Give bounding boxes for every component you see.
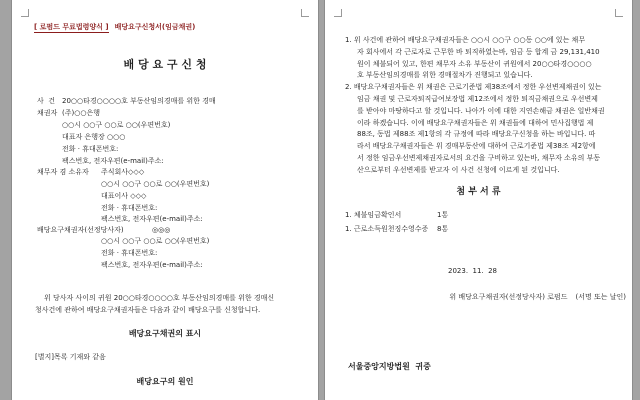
cause-item-1-line: 1. 위 사건에 관하여 배당요구채권자들은 ○○시 ○○구 ○○동 ○○에 있는 채무 bbox=[345, 36, 586, 44]
sign-note: (서명 또는 날인) bbox=[575, 293, 626, 301]
cause-item-2-line: 서 정한 임금우선변제채권자로서의 요건을 구비하고 있는바, 채무자 소유의 부동 bbox=[357, 154, 601, 162]
cause-item-2-line: 라서 배당요구채권자들은 위 경매부동산에 대하여 근로기준법 제38조 제2항에 bbox=[357, 142, 596, 150]
claimant-address: ○○시 ○○구 ○○로 ○○(우편번호) bbox=[101, 237, 210, 245]
claim-section-title: 배당요구채권의 표시 bbox=[128, 329, 202, 338]
signer-name: 위 배당요구채권자(선정당사자) 로펌드 bbox=[449, 293, 568, 301]
document-page-1[interactable] bbox=[12, 0, 318, 400]
claimant-phone: 전화 · 휴대폰번호: bbox=[101, 249, 158, 257]
creditor-address: ○○시 ○○구 ○○로 ○○(우편번호) bbox=[62, 121, 171, 129]
creditor-representative: 대표자 은행장 ○○○ bbox=[62, 133, 126, 141]
attachment-count: 8통 bbox=[437, 225, 449, 233]
attachment-count: 1통 bbox=[437, 211, 449, 219]
debtor-address: ○○시 ○○구 ○○로 ○○(우편번호) bbox=[101, 180, 210, 188]
claimant-name: ◎◎◎ bbox=[152, 226, 171, 234]
cause-item-1-line: 자 회사에서 각 근로자로 근무한 바 퇴직하였는바, 임금 등 합계 금 29,131,410 bbox=[357, 48, 600, 56]
debtor-phone: 전화 · 휴대폰번호: bbox=[101, 204, 158, 212]
debtor-fax-email: 팩스번호, 전자우편(e-mail)주소: bbox=[101, 215, 203, 223]
debtor-label: 채무자 겸 소유자 bbox=[37, 168, 89, 176]
cause-item-2-line: 임금 채권 및 근로자퇴직급여보장법 제12조에서 정한 퇴직금채권으로 우선변제 bbox=[357, 95, 598, 103]
court-addressee: 서울중앙지방법원 귀중 bbox=[348, 362, 431, 371]
case-label: 사 건 bbox=[37, 97, 55, 105]
debtor-name: 주식회사◇◇◇ bbox=[101, 168, 145, 176]
cause-item-2-line: 산으로부터 우선변제를 받고자 이 사건 신청에 이르게 된 것입니다. bbox=[357, 166, 560, 174]
cause-section-title: 배당요구의 원인 bbox=[136, 377, 194, 386]
form-header bbox=[34, 22, 195, 33]
cause-item-1-line: 원이 체불되어 있고, 한편 채무자 소유 부동산이 귀원에서 20○○타경○○○○ bbox=[357, 60, 592, 68]
cause-item-2-line: 88조, 동법 제88조 제1항의 각 규정에 따라 배당요구신청을 하는 바입니다. 따 bbox=[357, 130, 596, 138]
cause-item-2-line: 2. 배당요구채권자들은 위 채권은 근로기준법 제38조에서 정한 우선변제채권이 있는 bbox=[345, 83, 602, 91]
corner-mark bbox=[21, 9, 29, 17]
signature-line bbox=[449, 292, 626, 302]
request-paragraph-line: 청사건에 관하여 배당요구채권자들은 다음과 같이 배당요구를 신청합니다. bbox=[35, 306, 261, 314]
claim-note: [별지]목록 기재와 같음 bbox=[35, 353, 106, 361]
claimant-label: 배당요구채권자(선정당사자) bbox=[37, 226, 124, 234]
filing-date: 2023. 11. 28 bbox=[448, 267, 497, 275]
creditor-name: (주)○○은행 bbox=[62, 109, 100, 117]
request-paragraph-line: 위 당사자 사이의 귀원 20○○타경○○○○호 부동산임의경매를 위한 경매신 bbox=[44, 294, 275, 302]
corner-mark bbox=[615, 9, 623, 17]
creditor-fax-email: 팩스번호, 전자우편(e-mail)주소: bbox=[62, 157, 164, 165]
debtor-representative: 대표이사 ◇◇◇ bbox=[101, 192, 147, 200]
cause-item-2-line: 를 받아야 마땅하다고 할 것입니다. 나아가 이에 대한 지연손해금 채권은 일반채권 bbox=[357, 107, 605, 115]
corner-mark bbox=[334, 9, 342, 17]
document-title: 배 당 요 구 신 청 bbox=[123, 58, 207, 71]
form-document-name: 배당요구신청서(임금채권) bbox=[114, 23, 196, 31]
corner-mark bbox=[301, 9, 309, 17]
attachment-name: 1. 근로소득원천징수영수증 bbox=[345, 225, 429, 233]
claimant-fax-email: 팩스번호, 전자우편(e-mail)주소: bbox=[101, 261, 203, 269]
document-page-2[interactable] bbox=[325, 0, 632, 400]
creditor-phone: 전화 · 휴대폰번호: bbox=[62, 145, 119, 153]
cause-item-1-line: 호 부동산임의경매를 위한 경매절차가 진행되고 있습니다. bbox=[357, 71, 533, 79]
form-source-tag: [ 로펌드 무료법령양식 ] bbox=[34, 23, 109, 31]
creditor-label: 채권자 bbox=[37, 109, 58, 117]
case-value: 20○○타경○○○○호 부동산임의경매를 위한 경매 bbox=[62, 97, 216, 105]
attachments-title: 첨 부 서 류 bbox=[456, 187, 501, 197]
attachment-name: 1. 체불임금확인서 bbox=[345, 211, 402, 219]
cause-item-2-line: 이라 하겠습니다. 이에 배당요구채권자들은 위 채권들에 대하여 민사집행법 제 bbox=[357, 119, 594, 127]
